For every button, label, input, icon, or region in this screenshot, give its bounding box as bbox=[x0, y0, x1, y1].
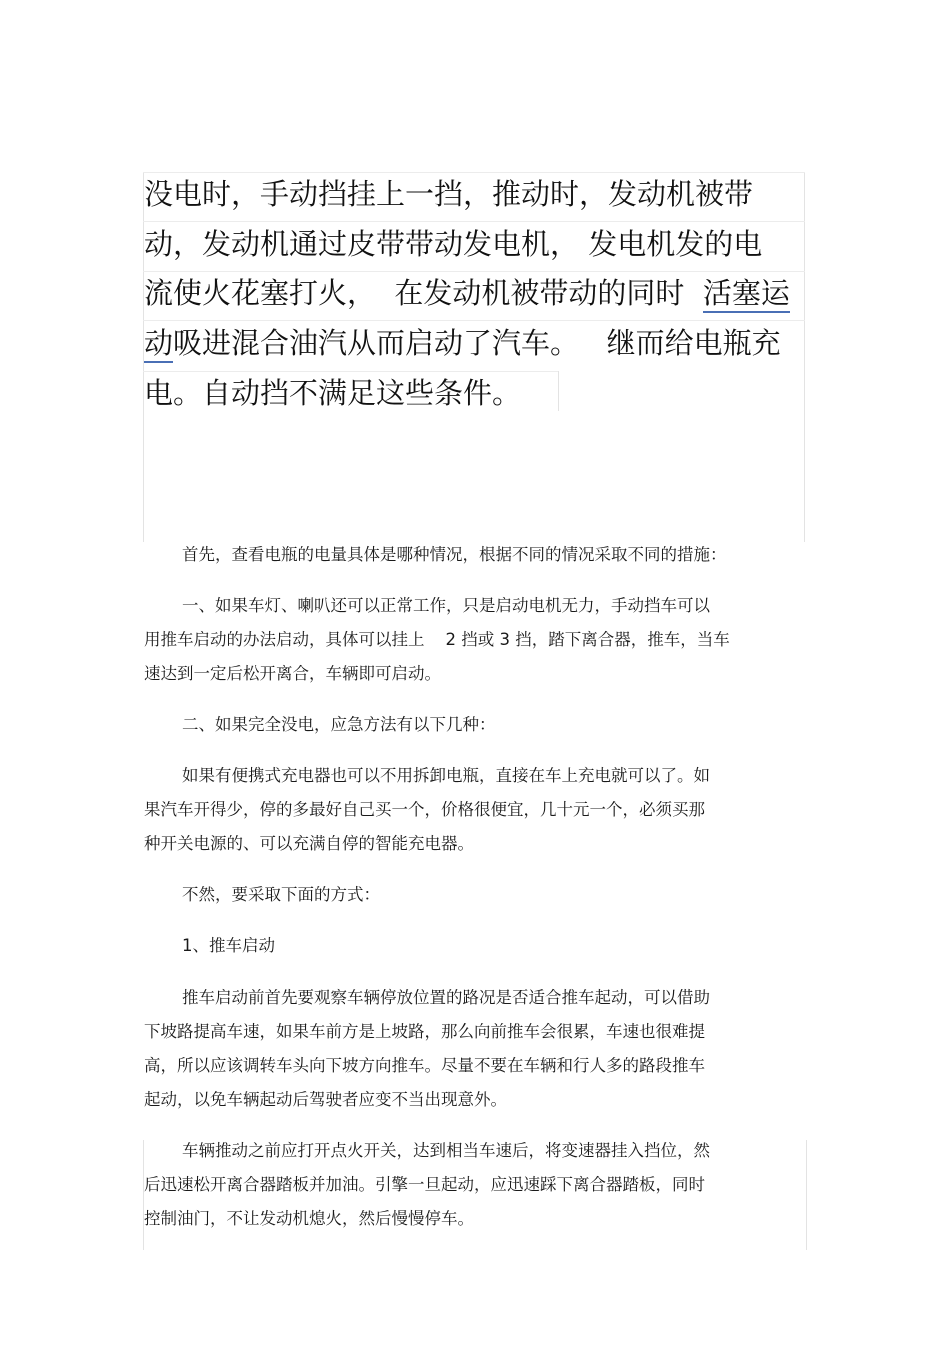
paragraph-line: 种开关电源的、可以充满自停的智能充电器。 bbox=[144, 834, 474, 853]
section-heading-push-start bbox=[144, 929, 784, 963]
underlined-phrase-2: 动 bbox=[144, 326, 173, 363]
paragraph-line: 速达到一定后松开离合，车辆即可启动。 bbox=[144, 664, 441, 683]
paragraph-push-start-procedure bbox=[144, 1134, 784, 1236]
large-line-3-text: 流使火花塞打火， 在发动机被带动的同时 bbox=[144, 276, 703, 310]
paragraph-line: 首先，查看电瓶的电量具体是哪种情况，根据不同的情况采取不同的措施： bbox=[182, 545, 727, 564]
paragraph-line: 控制油门，不让发动机熄火，然后慢慢停车。 bbox=[144, 1209, 474, 1228]
paragraph-line: 二、如果完全没电，应急方法有以下几种： bbox=[182, 715, 496, 734]
frame-line-row5-end bbox=[558, 371, 559, 411]
large-line-2: 动，发动机通过皮带带动发电机， 发电机发的电 bbox=[144, 227, 763, 261]
paragraph-line: 后迅速松开离合器踏板并加油。引擎一旦起动，应迅速踩下离合器踏板，同时 bbox=[144, 1175, 705, 1194]
large-line-5: 电。自动挡不满足这些条件。 bbox=[144, 376, 522, 410]
frame-line-right-lower bbox=[806, 1140, 807, 1250]
paragraph-line: 一、如果车灯、喇叭还可以正常工作，只是启动电机无力，手动挡车可以 bbox=[182, 596, 710, 615]
underlined-phrase-1: 活塞运 bbox=[703, 276, 790, 313]
paragraph-otherwise bbox=[144, 878, 784, 912]
paragraph-line: 1、推车启动 bbox=[182, 936, 275, 955]
paragraph-case-two bbox=[144, 708, 784, 742]
large-line-1: 没电时，手动挡挂上一挡，推动时，发动机被带 bbox=[144, 177, 754, 211]
paragraph-line: 果汽车开得少，停的多最好自己买一个，价格很便宜，几十元一个，必须买那 bbox=[144, 800, 705, 819]
large-line-3 bbox=[144, 268, 790, 318]
paragraph-intro bbox=[144, 538, 784, 572]
paragraph-line: 起动，以免车辆起动后驾驶者应变不当出现意外。 bbox=[144, 1090, 507, 1109]
paragraph-line: 推车启动前首先要观察车辆停放位置的路况是否适合推车起动，可以借助 bbox=[182, 988, 710, 1007]
paragraph-case-one bbox=[144, 589, 784, 691]
paragraph-charger bbox=[144, 759, 784, 861]
paragraph-line: 车辆推动之前应打开点火开关，达到相当车速后，将变速器挂入挡位，然 bbox=[182, 1141, 710, 1160]
large-line-4-text: 吸进混合油汽从而启动了汽车。 继而给电瓶充 bbox=[173, 326, 781, 360]
paragraph-push-start-road bbox=[144, 981, 784, 1117]
paragraph-line: 下坡路提高车速，如果车前方是上坡路，那么向前推车会很累，车速也很难提 bbox=[144, 1022, 705, 1041]
paragraph-line: 高，所以应该调转车头向下坡方向推车。尽量不要在车辆和行人多的路段推车 bbox=[144, 1056, 705, 1075]
large-line-4 bbox=[144, 318, 781, 368]
paragraph-line: 如果有便携式充电器也可以不用拆卸电瓶，直接在车上充电就可以了。如 bbox=[182, 766, 710, 785]
paragraph-line: 用推车启动的办法启动，具体可以挂上 2 挡或 3 挡，踏下离合器，推车，当车 bbox=[144, 630, 730, 649]
paragraph-line: 不然，要采取下面的方式： bbox=[182, 885, 380, 904]
frame-line-right bbox=[804, 172, 805, 542]
